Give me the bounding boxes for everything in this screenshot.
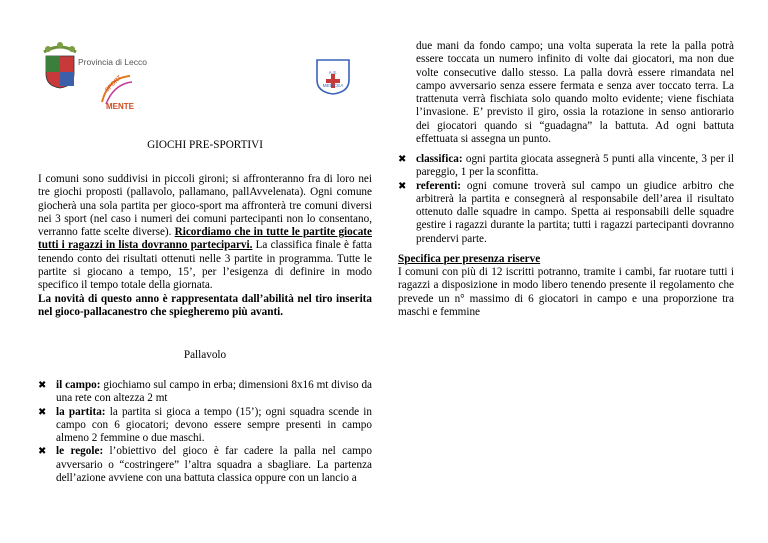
novelty-note: La novità di questo anno è rappresentata dall’abilità nel tiro inserita nel gioco-pallacanestro che spiegheremo più avanti.: [38, 292, 372, 318]
list-item-text: l’obiettivo del gioco è far cadere la palla nel campo avversario o “costringere” l’altra squadra a sbagliare. La partenza dell’azione avviene con una battuta classica oppure con un lancio a: [56, 445, 372, 485]
scoring-list: [398, 153, 734, 246]
list-item-label: referenti:: [416, 179, 461, 192]
list-item-text: la partita si gioca a tempo (15’); ogni squadra scende in campo con 6 giocatori; devono essere sempre presenti in campo almeno 2 femmine o due maschi.: [56, 405, 372, 445]
pallavolo-title: Pallavolo: [183, 349, 227, 361]
list-item: [398, 153, 734, 180]
list-item-label: le regole:: [56, 445, 104, 458]
intro-text: I comuni sono suddivisi in piccoli gironi; si affronteranno fra di loro nei tre giochi proposti (pallavolo, pallamano, pallAvvelenata). Ogni comune giocherà una sola partita per gioco-sport ma affronterà tre comuni diversi nei 3 sport (nel caso i numeri dei comuni partecipanti non lo consentano, verranno fatte scelte diverse).: [38, 173, 372, 239]
bullet-icon: ✖: [398, 180, 407, 192]
riserve-heading: Specifica per presenza riserve: [398, 253, 541, 265]
list-item: [38, 406, 372, 446]
list-item: [38, 379, 372, 406]
rules-continuation: due mani da fondo campo; una volta superata la rete la palla potrà essere toccata un numero infinito di volte dai giocatori, ma non due volte consecutive dallo stesso. La palla dovrà essere rimandata nel campo avversario senza essere fermata e senza aver toccato terra. La trattenuta verrà fischiata solo quando molto evidente; viene fischiata l’invasione. E’ previsto il giro, ossia la rotazione in senso antiorario dei giocatori quando si “guadagna” la battuta. Ad ogni battuta effettuata si assegna un punto.: [416, 40, 734, 146]
sport-logo-bottom-text: MENTE: [106, 102, 134, 111]
list-item: [38, 445, 372, 485]
province-logo: [40, 40, 80, 90]
intro-tail: La classifica finale è fatta tenendo conto dei risultati ottenuti nelle 3 partite in programma. Tutte le partite si giocano a tempo, 15’, per l’esigenza di definire in modo specifico il tempo totale della giornata.: [38, 239, 372, 292]
sport-logo-top-text: SPORT: [104, 74, 124, 94]
bullet-icon: ✖: [38, 380, 47, 391]
intro-emphasis: Ricordiamo che in tutte le partite giocate tutti i ragazzi in lista dovranno parteciparvi.: [38, 226, 372, 252]
riserve-text: I comuni con più di 12 iscritti potranno, tramite i cambi, far ruotare tutti i ragazzi a disposizione in modo libero tenendo presente il regolamento che prevede un n° massimo di 6 giocatori in campo e una proporzione tra maschi e femmine: [398, 266, 734, 318]
list-item-label: classifica:: [416, 153, 463, 165]
club-badge-text: A.S. MEDICEA: [322, 70, 344, 89]
bullet-icon: ✖: [38, 406, 47, 418]
list-item: [398, 180, 734, 246]
list-item-label: il campo:: [56, 379, 101, 391]
list-item-text: giochiamo sul campo in erba; dimensioni 8x16 mt diviso da una rete con altezza 2 mt: [56, 379, 373, 405]
bullet-icon: ✖: [398, 154, 407, 165]
list-item-text: ogni partita giocata assegnerà 5 punti alla vincente, 3 per il pareggio, 1 per la sconfitta.: [416, 153, 734, 179]
bullet-icon: ✖: [38, 446, 47, 458]
left-intro: [38, 173, 372, 319]
province-crest-icon: [40, 40, 80, 90]
province-name: Provincia di Lecco: [78, 57, 147, 67]
list-item-text: ogni comune troverà sul campo un giudice arbitro che arbitrerà la partita e consegnerà al responsabile dell’area il risultato ottenuto dalle squadre in campo. Spetta ai responsabili delle squadre gestire i ragazzi durante la partita; tutti i ragazzi partecipanti dovranno prendervi parte.: [416, 179, 734, 245]
list-item-label: la partita:: [56, 405, 106, 418]
left-title: GIOCHI PRE-SPORTIVI: [147, 139, 263, 151]
pallavolo-rules-list: [38, 379, 372, 485]
